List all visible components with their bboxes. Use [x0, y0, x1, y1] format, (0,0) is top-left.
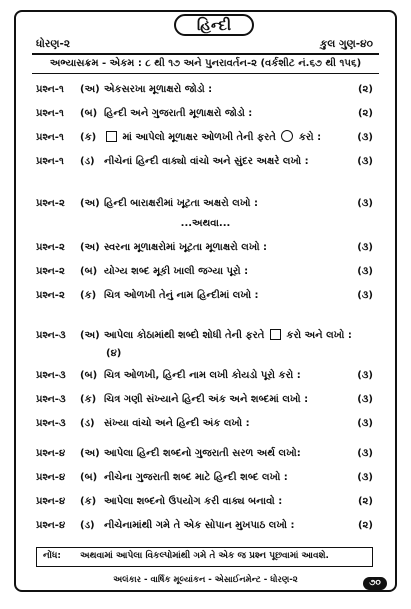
page-title: હિન્દી: [174, 14, 254, 36]
syllabus-divider: [32, 73, 379, 74]
question-sub: (ડ): [80, 520, 95, 531]
question-row-continued: [36, 346, 373, 362]
question-text: એકસરખા મૂળાક્ષરો જોડો :: [104, 84, 213, 95]
question-number: પ્રશ્ન-૧: [36, 156, 64, 167]
question-text: ચિત્ર ઓળખી, હિન્દી નામ લખી કોયડો પૂરો કરો :: [104, 370, 301, 381]
question-marks: (૩): [357, 472, 373, 483]
question-text: માં આપેલો મૂળાક્ષર ઓળખી તેની ફરતે કરો :: [104, 130, 343, 146]
question-text: આપેલા કોઠામાંથી શબ્દો શોધી તેની ફરતે કરો અને લખો :: [104, 330, 352, 341]
question-marks: (૩): [357, 448, 373, 459]
question-marks: (૨): [357, 520, 373, 531]
question-number: પ્રશ્ન-૪: [36, 496, 66, 507]
question-number: પ્રશ્ન-૨: [36, 266, 65, 277]
question-marks: (૨): [357, 496, 373, 507]
question-sub: (ડ): [80, 418, 95, 429]
question-number: પ્રશ્ન-૩: [36, 394, 66, 405]
question-text: ચિત્ર ઓળખી તેનું નામ હિન્દીમાં લખો :: [104, 290, 259, 301]
question-marks: (૪): [106, 348, 122, 359]
question-sub: (બ): [80, 266, 98, 277]
question-number: પ્રશ્ન-૩: [36, 370, 66, 381]
question-sub: (બ): [80, 370, 98, 381]
syllabus-line: અભ્યાસક્રમ - એકમ : ૮ થી ૧૭ અને પુનરાવર્તન-૨ (વર્કશીટ નં.૬૭ થી ૧૫૬): [49, 58, 362, 69]
question-marks: (૩): [357, 290, 373, 301]
question-text: નીચેનામાંથી ગમે તે એક સોપાન મુખપાઠ લખો :: [104, 520, 295, 531]
question-marks: (૩): [357, 198, 373, 209]
question-row: [36, 328, 373, 344]
question-number: પ્રશ્ન-૨: [36, 242, 65, 253]
question-text: યોગ્ય શબ્દ મૂકી ખાલી જગ્યા પૂરો :: [104, 266, 249, 277]
question-text: હિન્દી બારાક્ષરીમાં ખૂટતા અક્ષરો લખો :: [104, 198, 259, 209]
question-sub: (અ): [80, 198, 100, 209]
page-number: ૭૦: [363, 577, 387, 590]
circle-icon: [281, 130, 293, 142]
question-marks: (૨): [357, 84, 373, 95]
question-row: [36, 154, 373, 170]
question-row: [36, 196, 373, 212]
question-text: નીચેના ગુજરાતી શબ્દ માટે હિન્દી શબ્દ લખો :: [104, 472, 288, 483]
question-number: પ્રશ્ન-૪: [36, 472, 66, 483]
class-label: ધોરણ-૨: [36, 38, 71, 50]
question-text: આપેલા શબ્દનો ઉપયોગ કરી વાક્ય બનાવો :: [104, 496, 283, 507]
question-text: આપેલા હિન્દી શબ્દનો ગુજરાતી સરળ અર્થ લખો:: [104, 448, 301, 459]
question-marks: (૩): [357, 242, 373, 253]
question-marks: (૩): [357, 266, 373, 277]
footer-text: અલંકાર - વાર્ષિક મૂલ્યાંકન - એસાઈનમેન્ટ - ધોરણ-૨: [113, 575, 298, 585]
worksheet-page: [14, 10, 397, 592]
question-marks: (૨): [357, 108, 373, 119]
question-marks: (૩): [357, 132, 373, 143]
header-divider: [32, 53, 379, 55]
question-marks: (૩): [357, 394, 373, 405]
note-label: નોંધ:: [43, 551, 61, 561]
question-sub: (અ): [80, 84, 100, 95]
square-box-icon: [106, 131, 117, 142]
question-row: [36, 82, 373, 98]
question-sub: (ક): [80, 290, 97, 301]
question-row: [36, 446, 373, 462]
question-number: પ્રશ્ન-૩: [36, 418, 66, 429]
question-marks: (૩): [357, 370, 373, 381]
question-row: [36, 288, 373, 304]
question-marks: (૩): [357, 418, 373, 429]
question-text: નીચેનાં હિન્દી વાક્યો વાંચો અને સુંદર અક્ષરે લખો :: [104, 156, 309, 167]
question-row: [36, 240, 373, 256]
question-row: [36, 392, 373, 408]
question-sub: (ક): [80, 132, 97, 143]
question-number: પ્રશ્ન-૧: [36, 84, 64, 95]
question-text: સ્વરના મૂળાક્ષરોમાં ખૂટતા મૂળાક્ષરો લખો :: [104, 242, 268, 253]
question-sub: (અ): [80, 448, 100, 459]
question-number: પ્રશ્ન-૩: [36, 330, 66, 341]
question-sub: (બ): [80, 472, 98, 483]
question-text: હિન્દી અને ગુજરાતી મૂળાક્ષરો જોડો :: [104, 108, 253, 119]
question-number: પ્રશ્ન-૧: [36, 108, 64, 119]
question-row: [36, 518, 373, 534]
question-number: પ્રશ્ન-૨: [36, 290, 65, 301]
question-number: પ્રશ્ન-૧: [36, 132, 64, 143]
question-text: સંખ્યા વાંચો અને હિન્દી અંક લખો :: [104, 418, 250, 429]
question-sub: (ક): [80, 496, 97, 507]
question-row: [36, 470, 373, 486]
note-text: અથવામાં આપેલા વિકલ્પોમાંથી ગમે તે એક જ પ્રશ્ન પૂછવામાં આવશે.: [80, 551, 329, 561]
question-row: [36, 494, 373, 510]
question-row: [36, 264, 373, 280]
question-text: ચિત્ર ગણી સંખ્યાને હિન્દી અંક અને શબ્દમાં લખો :: [104, 394, 309, 405]
question-row: [36, 106, 373, 122]
or-separator: ...અથવા...: [180, 218, 231, 229]
question-row: [36, 416, 373, 432]
question-sub: (બ): [80, 108, 98, 119]
question-number: પ્રશ્ન-૨: [36, 198, 65, 209]
question-sub: (અ): [80, 330, 100, 341]
square-box-icon: [270, 329, 281, 340]
question-row: [36, 368, 373, 384]
question-sub: (અ): [80, 242, 100, 253]
question-sub: (ડ): [80, 156, 95, 167]
question-marks: (૩): [357, 156, 373, 167]
question-row: [36, 130, 373, 146]
question-number: પ્રશ્ન-૪: [36, 448, 66, 459]
total-marks: કુલ ગુણ-૪૦: [319, 38, 373, 50]
note-box: [36, 547, 373, 567]
question-number: પ્રશ્ન-૪: [36, 520, 66, 531]
question-sub: (ક): [80, 394, 97, 405]
